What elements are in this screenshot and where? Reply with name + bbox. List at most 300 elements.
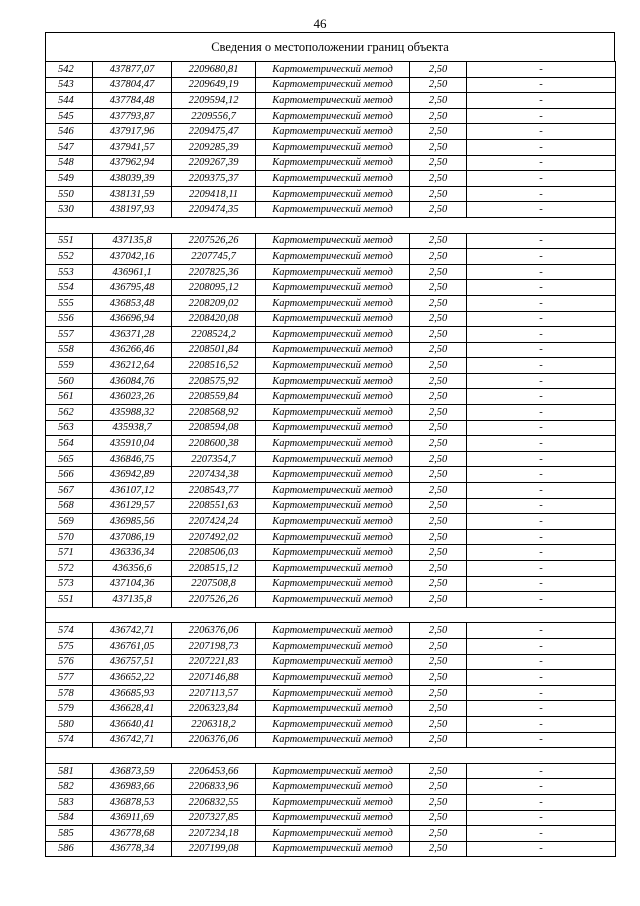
y-coordinate-cell: 2208600,38: [172, 436, 256, 452]
method-cell: Картометрический метод: [256, 514, 410, 530]
point-number-cell: 571: [46, 545, 93, 561]
method-cell: Картометрический метод: [256, 373, 410, 389]
x-coordinate-cell: 436942,89: [93, 467, 172, 483]
method-cell: Картометрический метод: [256, 405, 410, 421]
table-row: [46, 716, 616, 732]
description-cell: -: [467, 327, 616, 343]
point-number-cell: 558: [46, 342, 93, 358]
y-coordinate-cell: 2207198,73: [172, 638, 256, 654]
accuracy-cell: 2,50: [410, 545, 467, 561]
accuracy-cell: 2,50: [410, 155, 467, 171]
point-number-cell: 563: [46, 420, 93, 436]
x-coordinate-cell: 436778,68: [93, 826, 172, 842]
x-coordinate-cell: 437135,8: [93, 592, 172, 608]
description-cell: -: [467, 249, 616, 265]
method-cell: Картометрический метод: [256, 295, 410, 311]
x-coordinate-cell: 436757,51: [93, 654, 172, 670]
description-cell: -: [467, 420, 616, 436]
method-cell: Картометрический метод: [256, 342, 410, 358]
table-row: [46, 436, 616, 452]
x-coordinate-cell: 438039,39: [93, 171, 172, 187]
method-cell: Картометрический метод: [256, 358, 410, 374]
y-coordinate-cell: 2209375,37: [172, 171, 256, 187]
y-coordinate-cell: 2209556,7: [172, 108, 256, 124]
accuracy-cell: 2,50: [410, 264, 467, 280]
y-coordinate-cell: 2207199,08: [172, 841, 256, 857]
x-coordinate-cell: 436371,28: [93, 327, 172, 343]
point-number-cell: 572: [46, 561, 93, 577]
accuracy-cell: 2,50: [410, 186, 467, 202]
x-coordinate-cell: 436778,34: [93, 841, 172, 857]
accuracy-cell: 2,50: [410, 670, 467, 686]
method-cell: Картометрический метод: [256, 716, 410, 732]
table-row: [46, 139, 616, 155]
y-coordinate-cell: 2207434,38: [172, 467, 256, 483]
table-row: [46, 623, 616, 639]
description-cell: -: [467, 685, 616, 701]
table-row: [46, 654, 616, 670]
description-cell: -: [467, 716, 616, 732]
y-coordinate-cell: 2208501,84: [172, 342, 256, 358]
accuracy-cell: 2,50: [410, 794, 467, 810]
table-row: [46, 155, 616, 171]
point-number-cell: 583: [46, 794, 93, 810]
y-coordinate-cell: 2208568,92: [172, 405, 256, 421]
description-cell: -: [467, 311, 616, 327]
accuracy-cell: 2,50: [410, 732, 467, 748]
table-row: [46, 311, 616, 327]
point-number-cell: 557: [46, 327, 93, 343]
point-number-cell: 550: [46, 186, 93, 202]
table-row: [46, 202, 616, 218]
description-cell: -: [467, 763, 616, 779]
point-number-cell: 559: [46, 358, 93, 374]
x-coordinate-cell: 436336,34: [93, 545, 172, 561]
x-coordinate-cell: 436640,41: [93, 716, 172, 732]
x-coordinate-cell: 436911,69: [93, 810, 172, 826]
coordinates-table: [45, 61, 616, 857]
x-coordinate-cell: 438131,59: [93, 186, 172, 202]
point-number-cell: 582: [46, 779, 93, 795]
x-coordinate-cell: 436212,64: [93, 358, 172, 374]
table-row: [46, 327, 616, 343]
x-coordinate-cell: 435910,04: [93, 436, 172, 452]
description-cell: -: [467, 358, 616, 374]
table-row: [46, 342, 616, 358]
x-coordinate-cell: 436084,76: [93, 373, 172, 389]
y-coordinate-cell: 2207354,7: [172, 451, 256, 467]
description-cell: -: [467, 233, 616, 249]
point-number-cell: 561: [46, 389, 93, 405]
y-coordinate-cell: 2206318,2: [172, 716, 256, 732]
group-separator-row: [46, 217, 616, 233]
table-row: [46, 670, 616, 686]
accuracy-cell: 2,50: [410, 108, 467, 124]
point-number-cell: 545: [46, 108, 93, 124]
point-number-cell: 576: [46, 654, 93, 670]
separator-cell: [46, 748, 616, 764]
method-cell: Картометрический метод: [256, 280, 410, 296]
method-cell: Картометрический метод: [256, 77, 410, 93]
boundary-coordinates-document: [45, 32, 615, 857]
method-cell: Картометрический метод: [256, 139, 410, 155]
description-cell: -: [467, 280, 616, 296]
method-cell: Картометрический метод: [256, 623, 410, 639]
description-cell: -: [467, 592, 616, 608]
accuracy-cell: 2,50: [410, 77, 467, 93]
x-coordinate-cell: 436685,93: [93, 685, 172, 701]
y-coordinate-cell: 2207526,26: [172, 592, 256, 608]
y-coordinate-cell: 2206376,06: [172, 732, 256, 748]
accuracy-cell: 2,50: [410, 295, 467, 311]
x-coordinate-cell: 436795,48: [93, 280, 172, 296]
method-cell: Картометрический метод: [256, 732, 410, 748]
accuracy-cell: 2,50: [410, 529, 467, 545]
table-row: [46, 514, 616, 530]
y-coordinate-cell: 2209649,19: [172, 77, 256, 93]
x-coordinate-cell: 436696,94: [93, 311, 172, 327]
table-row: [46, 810, 616, 826]
description-cell: -: [467, 670, 616, 686]
description-cell: -: [467, 467, 616, 483]
method-cell: Картометрический метод: [256, 779, 410, 795]
table-row: [46, 233, 616, 249]
point-number-cell: 569: [46, 514, 93, 530]
table-row: [46, 249, 616, 265]
method-cell: Картометрический метод: [256, 467, 410, 483]
y-coordinate-cell: 2207825,36: [172, 264, 256, 280]
method-cell: Картометрический метод: [256, 62, 410, 78]
x-coordinate-cell: 436983,66: [93, 779, 172, 795]
table-row: [46, 93, 616, 109]
x-coordinate-cell: 436266,46: [93, 342, 172, 358]
x-coordinate-cell: 436961,1: [93, 264, 172, 280]
point-number-cell: 549: [46, 171, 93, 187]
separator-cell: [46, 217, 616, 233]
y-coordinate-cell: 2209475,47: [172, 124, 256, 140]
description-cell: -: [467, 841, 616, 857]
accuracy-cell: 2,50: [410, 171, 467, 187]
table-row: [46, 763, 616, 779]
x-coordinate-cell: 437086,19: [93, 529, 172, 545]
table-row: [46, 295, 616, 311]
method-cell: Картометрический метод: [256, 202, 410, 218]
description-cell: -: [467, 483, 616, 499]
coordinates-table-body: [46, 62, 616, 857]
description-cell: -: [467, 155, 616, 171]
y-coordinate-cell: 2209680,81: [172, 62, 256, 78]
accuracy-cell: 2,50: [410, 592, 467, 608]
table-row: [46, 592, 616, 608]
point-number-cell: 566: [46, 467, 93, 483]
y-coordinate-cell: 2209418,11: [172, 186, 256, 202]
point-number-cell: 562: [46, 405, 93, 421]
y-coordinate-cell: 2207508,8: [172, 576, 256, 592]
y-coordinate-cell: 2209474,35: [172, 202, 256, 218]
accuracy-cell: 2,50: [410, 389, 467, 405]
description-cell: -: [467, 108, 616, 124]
x-coordinate-cell: 437793,87: [93, 108, 172, 124]
accuracy-cell: 2,50: [410, 779, 467, 795]
y-coordinate-cell: 2208594,08: [172, 420, 256, 436]
group-separator-row: [46, 607, 616, 623]
accuracy-cell: 2,50: [410, 826, 467, 842]
table-row: [46, 264, 616, 280]
group-separator-row: [46, 748, 616, 764]
accuracy-cell: 2,50: [410, 701, 467, 717]
x-coordinate-cell: 437104,36: [93, 576, 172, 592]
table-row: [46, 576, 616, 592]
accuracy-cell: 2,50: [410, 124, 467, 140]
description-cell: -: [467, 405, 616, 421]
description-cell: -: [467, 139, 616, 155]
method-cell: Картометрический метод: [256, 701, 410, 717]
y-coordinate-cell: 2208209,02: [172, 295, 256, 311]
description-cell: -: [467, 373, 616, 389]
method-cell: Картометрический метод: [256, 264, 410, 280]
point-number-cell: 543: [46, 77, 93, 93]
point-number-cell: 575: [46, 638, 93, 654]
method-cell: Картометрический метод: [256, 794, 410, 810]
y-coordinate-cell: 2208551,63: [172, 498, 256, 514]
method-cell: Картометрический метод: [256, 93, 410, 109]
accuracy-cell: 2,50: [410, 576, 467, 592]
method-cell: Картометрический метод: [256, 638, 410, 654]
point-number-cell: 581: [46, 763, 93, 779]
point-number-cell: 568: [46, 498, 93, 514]
accuracy-cell: 2,50: [410, 841, 467, 857]
description-cell: -: [467, 779, 616, 795]
x-coordinate-cell: 436023,26: [93, 389, 172, 405]
method-cell: Картометрический метод: [256, 436, 410, 452]
point-number-cell: 570: [46, 529, 93, 545]
x-coordinate-cell: 437042,16: [93, 249, 172, 265]
accuracy-cell: 2,50: [410, 514, 467, 530]
accuracy-cell: 2,50: [410, 202, 467, 218]
point-number-cell: 530: [46, 202, 93, 218]
x-coordinate-cell: 436742,71: [93, 623, 172, 639]
description-cell: -: [467, 623, 616, 639]
method-cell: Картометрический метод: [256, 233, 410, 249]
point-number-cell: 578: [46, 685, 93, 701]
description-cell: -: [467, 701, 616, 717]
method-cell: Картометрический метод: [256, 670, 410, 686]
description-cell: -: [467, 576, 616, 592]
table-title: Сведения о местоположении границ объекта: [45, 32, 615, 61]
y-coordinate-cell: 2206323,84: [172, 701, 256, 717]
point-number-cell: 564: [46, 436, 93, 452]
accuracy-cell: 2,50: [410, 483, 467, 499]
description-cell: -: [467, 810, 616, 826]
description-cell: -: [467, 124, 616, 140]
table-row: [46, 545, 616, 561]
accuracy-cell: 2,50: [410, 561, 467, 577]
y-coordinate-cell: 2209594,12: [172, 93, 256, 109]
x-coordinate-cell: 437135,8: [93, 233, 172, 249]
x-coordinate-cell: 438197,93: [93, 202, 172, 218]
accuracy-cell: 2,50: [410, 420, 467, 436]
method-cell: Картометрический метод: [256, 529, 410, 545]
point-number-cell: 567: [46, 483, 93, 499]
y-coordinate-cell: 2209285,39: [172, 139, 256, 155]
x-coordinate-cell: 436742,71: [93, 732, 172, 748]
point-number-cell: 560: [46, 373, 93, 389]
y-coordinate-cell: 2207745,7: [172, 249, 256, 265]
description-cell: -: [467, 171, 616, 187]
point-number-cell: 565: [46, 451, 93, 467]
accuracy-cell: 2,50: [410, 139, 467, 155]
y-coordinate-cell: 2208420,08: [172, 311, 256, 327]
y-coordinate-cell: 2208524,2: [172, 327, 256, 343]
x-coordinate-cell: 436129,57: [93, 498, 172, 514]
y-coordinate-cell: 2207146,88: [172, 670, 256, 686]
x-coordinate-cell: 437917,96: [93, 124, 172, 140]
method-cell: Картометрический метод: [256, 545, 410, 561]
point-number-cell: 544: [46, 93, 93, 109]
method-cell: Картометрический метод: [256, 841, 410, 857]
method-cell: Картометрический метод: [256, 311, 410, 327]
y-coordinate-cell: 2207327,85: [172, 810, 256, 826]
method-cell: Картометрический метод: [256, 826, 410, 842]
table-row: [46, 451, 616, 467]
x-coordinate-cell: 436628,41: [93, 701, 172, 717]
point-number-cell: 574: [46, 732, 93, 748]
description-cell: -: [467, 654, 616, 670]
point-number-cell: 551: [46, 233, 93, 249]
x-coordinate-cell: 437804,47: [93, 77, 172, 93]
point-number-cell: 547: [46, 139, 93, 155]
y-coordinate-cell: 2207526,26: [172, 233, 256, 249]
point-number-cell: 584: [46, 810, 93, 826]
table-row: [46, 124, 616, 140]
description-cell: -: [467, 638, 616, 654]
accuracy-cell: 2,50: [410, 498, 467, 514]
description-cell: -: [467, 451, 616, 467]
accuracy-cell: 2,50: [410, 763, 467, 779]
y-coordinate-cell: 2206833,96: [172, 779, 256, 795]
method-cell: Картометрический метод: [256, 389, 410, 405]
table-row: [46, 701, 616, 717]
y-coordinate-cell: 2206832,55: [172, 794, 256, 810]
point-number-cell: 577: [46, 670, 93, 686]
method-cell: Картометрический метод: [256, 592, 410, 608]
accuracy-cell: 2,50: [410, 327, 467, 343]
point-number-cell: 585: [46, 826, 93, 842]
x-coordinate-cell: 436107,12: [93, 483, 172, 499]
y-coordinate-cell: 2208095,12: [172, 280, 256, 296]
method-cell: Картометрический метод: [256, 483, 410, 499]
y-coordinate-cell: 2207113,57: [172, 685, 256, 701]
accuracy-cell: 2,50: [410, 93, 467, 109]
table-row: [46, 826, 616, 842]
accuracy-cell: 2,50: [410, 638, 467, 654]
table-row: [46, 483, 616, 499]
table-row: [46, 561, 616, 577]
method-cell: Картометрический метод: [256, 654, 410, 670]
accuracy-cell: 2,50: [410, 685, 467, 701]
y-coordinate-cell: 2206376,06: [172, 623, 256, 639]
point-number-cell: 554: [46, 280, 93, 296]
table-row: [46, 779, 616, 795]
table-row: [46, 794, 616, 810]
method-cell: Картометрический метод: [256, 763, 410, 779]
table-row: [46, 62, 616, 78]
method-cell: Картометрический метод: [256, 576, 410, 592]
method-cell: Картометрический метод: [256, 498, 410, 514]
x-coordinate-cell: 436878,53: [93, 794, 172, 810]
y-coordinate-cell: 2209267,39: [172, 155, 256, 171]
table-row: [46, 467, 616, 483]
table-row: [46, 358, 616, 374]
description-cell: -: [467, 529, 616, 545]
table-row: [46, 732, 616, 748]
point-number-cell: 551: [46, 592, 93, 608]
x-coordinate-cell: 437877,07: [93, 62, 172, 78]
description-cell: -: [467, 389, 616, 405]
table-row: [46, 685, 616, 701]
point-number-cell: 542: [46, 62, 93, 78]
table-row: [46, 405, 616, 421]
table-row: [46, 171, 616, 187]
x-coordinate-cell: 436853,48: [93, 295, 172, 311]
point-number-cell: 555: [46, 295, 93, 311]
accuracy-cell: 2,50: [410, 342, 467, 358]
x-coordinate-cell: 436761,05: [93, 638, 172, 654]
point-number-cell: 546: [46, 124, 93, 140]
y-coordinate-cell: 2207234,18: [172, 826, 256, 842]
table-row: [46, 280, 616, 296]
description-cell: -: [467, 561, 616, 577]
method-cell: Картометрический метод: [256, 420, 410, 436]
x-coordinate-cell: 436356,6: [93, 561, 172, 577]
accuracy-cell: 2,50: [410, 280, 467, 296]
description-cell: -: [467, 436, 616, 452]
method-cell: Картометрический метод: [256, 155, 410, 171]
x-coordinate-cell: 436846,75: [93, 451, 172, 467]
x-coordinate-cell: 435988,32: [93, 405, 172, 421]
accuracy-cell: 2,50: [410, 358, 467, 374]
description-cell: -: [467, 498, 616, 514]
point-number-cell: 574: [46, 623, 93, 639]
x-coordinate-cell: 436873,59: [93, 763, 172, 779]
table-row: [46, 186, 616, 202]
method-cell: Картометрический метод: [256, 108, 410, 124]
table-row: [46, 841, 616, 857]
method-cell: Картометрический метод: [256, 810, 410, 826]
accuracy-cell: 2,50: [410, 62, 467, 78]
y-coordinate-cell: 2208543,77: [172, 483, 256, 499]
y-coordinate-cell: 2208575,92: [172, 373, 256, 389]
y-coordinate-cell: 2207492,02: [172, 529, 256, 545]
point-number-cell: 580: [46, 716, 93, 732]
description-cell: -: [467, 202, 616, 218]
accuracy-cell: 2,50: [410, 467, 467, 483]
accuracy-cell: 2,50: [410, 249, 467, 265]
table-row: [46, 638, 616, 654]
method-cell: Картометрический метод: [256, 561, 410, 577]
method-cell: Картометрический метод: [256, 186, 410, 202]
accuracy-cell: 2,50: [410, 373, 467, 389]
method-cell: Картометрический метод: [256, 327, 410, 343]
table-row: [46, 389, 616, 405]
accuracy-cell: 2,50: [410, 810, 467, 826]
page-number: 46: [313, 16, 327, 31]
description-cell: -: [467, 295, 616, 311]
description-cell: -: [467, 794, 616, 810]
description-cell: -: [467, 62, 616, 78]
description-cell: -: [467, 186, 616, 202]
table-row: [46, 420, 616, 436]
